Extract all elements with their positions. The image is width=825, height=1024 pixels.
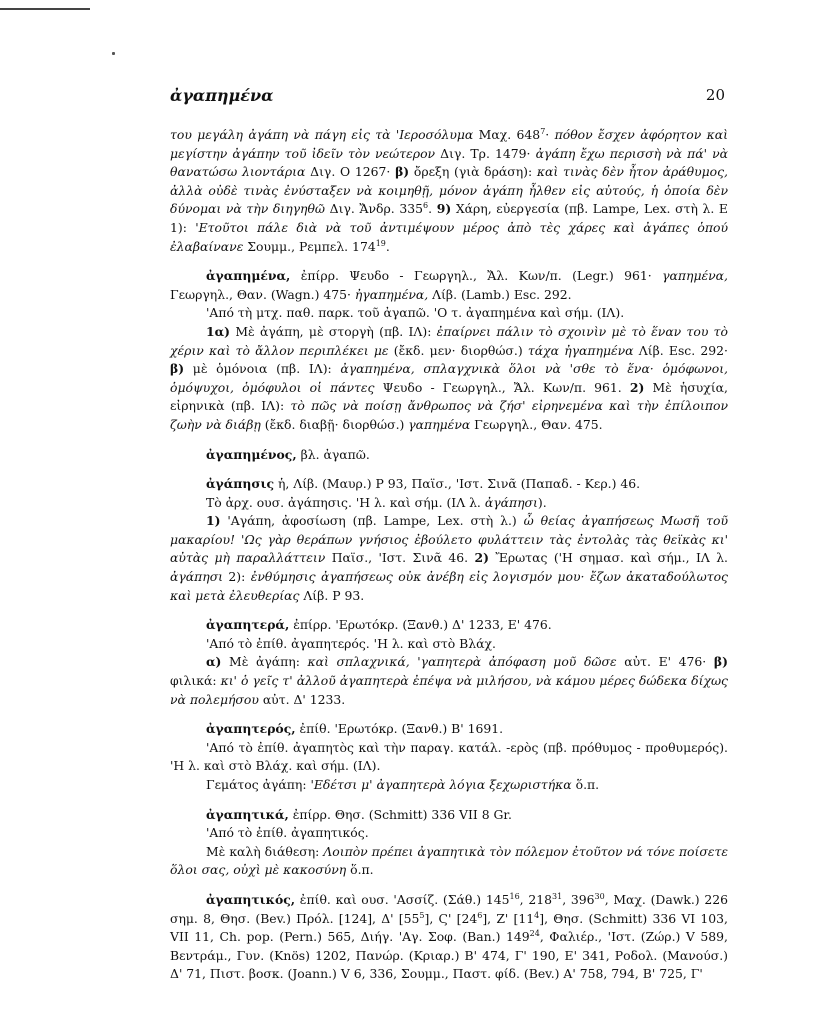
etymology: 'Από τὴ μτχ. παθ. παρκ. τοῦ ἀγαπῶ. 'Ο τ. ἀγαπημένα καὶ σήμ. (ΙΛ). bbox=[206, 305, 625, 321]
quotation: πόθον ἔσχεν ἀφόρητον καὶ μεγίστην ἀγάπην τοῦ ἰδεῖν τὸν νεώτερον bbox=[170, 127, 729, 161]
variant-form: γαπημένα, bbox=[662, 268, 728, 284]
form: ἀγάπησι bbox=[170, 569, 224, 585]
sense-number: 1) bbox=[206, 513, 221, 529]
entry-senses bbox=[170, 323, 728, 435]
entry-agapiteros bbox=[170, 720, 728, 739]
citation: Διγ. Ο 1267· bbox=[305, 164, 396, 180]
quotation: κι' ὁ γεῖς τ' ἀλλοῦ ἀγαπητερὰ ἐπέψα νὰ μιλήσου, νὰ κάμου μέρες δώδεκα δίχως νὰ πολεμήσου bbox=[170, 673, 728, 707]
sources: ἐπίθ. 'Ερωτόκρ. (Ξανθ.) Β' 1691. bbox=[295, 721, 504, 737]
note: (ἔκδ. μεν· διορθώσ.) bbox=[388, 342, 528, 358]
sources: ], Ϛ' [24 bbox=[424, 910, 478, 926]
entry-senses bbox=[170, 776, 728, 795]
citation: Σουμμ., Ρεμπελ. 174 bbox=[243, 238, 376, 254]
superscript: 5 bbox=[419, 910, 425, 920]
quotation: καὶ τινὰς δὲν ἦτον ἀράθυμος, ἀλλὰ οὐδὲ τινὰς ἐνύσταξεν νὰ κοιμηθῇ, μόνον ἀγάπη ἦλθεν εἰς αὐτούς, ἡ ὁποία δὲν δύνομαι νὰ τὴν διηγηθῶ bbox=[170, 164, 728, 217]
sources: Λίβ. (Lamb.) Esc. 292. bbox=[428, 286, 572, 302]
citation: Διγ. Τρ. 1479· bbox=[435, 145, 536, 161]
citation: Μαχ. 648 bbox=[473, 127, 541, 142]
sources: , 396 bbox=[562, 891, 595, 907]
text: 2): bbox=[223, 569, 251, 585]
superscript: 6 bbox=[477, 910, 483, 920]
text: ). bbox=[537, 494, 547, 510]
entry-senses bbox=[170, 653, 728, 709]
citation: Λίβ. P 93. bbox=[299, 587, 365, 603]
entry-agapitikos bbox=[170, 891, 728, 984]
etymology: 'Από τὸ ἐπίθ. ἀγαπητὸς καὶ τὴν παραγ. κατάλ. -ερὸς (πβ. πρόθυμος - προθυμερός). 'Η λ. καὶ στὸ Βλάχ. καὶ σήμ. (ΙΛ). bbox=[170, 739, 728, 774]
sources: , Φαλιέρ., 'Ιστ. (Ζώρ.) V 589, Βεντράμ., Γυν. (Knös) 1202, Πανώρ. (Κριαρ.) Β' 474, Γ' 190, Ε' 341, Ροδολ. (Μανούσ.) Δ' 71, Πιστ. βοσκ. (Joann.) V 6, 336, Σουμμ., Παστ. φίδ. (Bev.) Α' 758, 794, Β' 725, Γ' bbox=[170, 929, 728, 982]
text: Τὸ ἀρχ. ουσ. ἀγάπησις. 'Η λ. καὶ σήμ. (ΙΛ λ. bbox=[206, 494, 485, 510]
variant-form: ἠγαπημένα, bbox=[354, 286, 429, 302]
page-number: 20 bbox=[705, 86, 725, 104]
definition: Ἔρωτας ('Η σημασ. καὶ σήμ., ΙΛ λ. bbox=[488, 550, 728, 566]
entry-agapisis bbox=[170, 475, 728, 494]
note: (ἔκδ. διαβῇ· διορθώσ.) bbox=[260, 416, 409, 432]
superscript: 31 bbox=[552, 891, 563, 901]
headword: ἀγαπητερός, bbox=[206, 721, 296, 737]
quotation: ὦ θείας ἀγαπήσεως Μωσῆ τοῦ μακαρίου! 'Ως γὰρ θεράπων γνήσιος ἐβούλετο φυλάττειν τὰς ἐντολὰς τὰς θεϊκὰς κι' αὐτὰς μὴ παραλλάττειν bbox=[170, 513, 728, 566]
headword: ἀγαπητικά, bbox=[206, 806, 289, 822]
citation: αὐτ. Ε' 476· bbox=[616, 654, 714, 670]
sources: ἐπίθ. καὶ ουσ. 'Ασσίζ. (Σάθ.) 145 bbox=[295, 891, 510, 907]
etymology bbox=[170, 494, 728, 513]
citation: Ψευδο - Γεωργηλ., Ἄλ. Κων/π. 961. bbox=[374, 379, 630, 395]
citation: Γεωργηλ., Θαν. 475. bbox=[470, 416, 603, 432]
definition: Χάρη, εὐεργεσία (πβ. Lampe, Lex. στὴ λ. Ε 1): bbox=[170, 201, 728, 235]
entry-agapimena bbox=[170, 267, 728, 304]
definition: μὲ ὁμόνοια (πβ. ΙΛ): bbox=[184, 361, 341, 377]
quotation: 'Εδέτσι μ' ἀγαπητερὰ λόγια ξεχωριστήκα bbox=[310, 777, 572, 792]
quotation: γαπημένα bbox=[408, 416, 471, 432]
definition: φιλικά: bbox=[170, 673, 221, 689]
entry-senses bbox=[170, 512, 728, 605]
superscript: 4 bbox=[534, 910, 540, 920]
sources: ἐπίρρ. 'Ερωτόκρ. (Ξανθ.) Δ' 1233, Ε' 476. bbox=[289, 617, 552, 633]
superscript: 19 bbox=[375, 238, 386, 248]
sense-number: 9) bbox=[436, 201, 452, 217]
sources: Γεωργηλ., Θαν. (Wagn.) 475· bbox=[170, 286, 355, 302]
citation: ὅ.π. bbox=[346, 862, 374, 878]
quotation: Λοιπὸν πρέπει ἀγαπητικὰ τὸν πόλεμον ἐτοῦτον νά τόνε ποίσετε ὅλοι σας, οὐχὶ μὲ κακοσύνη bbox=[170, 843, 728, 878]
quotation: ἐπαίρνει πάλιν τὸ σχοινὶν μὲ τὸ ἕναν του τὸ χέριν καὶ τὸ ἄλλον περιπλέκει με bbox=[170, 323, 728, 358]
sources: ], Ζ' [11 bbox=[482, 910, 535, 926]
definition: Μὲ ἀγάπη, μὲ στοργὴ (πβ. ΙΛ): bbox=[230, 323, 437, 339]
sources: ἐπίρρ. Θησ. (Schmitt) 336 VII 8 Gr. bbox=[288, 806, 512, 822]
sense-number: β) bbox=[395, 164, 410, 180]
sense-number: β) bbox=[170, 361, 185, 377]
sense-number: 2) bbox=[474, 550, 489, 566]
superscript: 7 bbox=[540, 126, 546, 136]
quotation: του μεγάλη ἀγάπη νὰ πάγη εἰς τὰ 'Ιεροσόλυμα bbox=[170, 127, 474, 142]
sources: ], Θησ. (Schmitt) 336 VI 103, VII 11, Ch. pop. (Pern.) 565, Διήγ. 'Αγ. Σοφ. (Ban.) 149 bbox=[170, 910, 728, 945]
continued-entry-paragraph bbox=[170, 126, 728, 256]
headword: ἀγαπητερά, bbox=[206, 617, 290, 633]
sources: , 218 bbox=[519, 891, 552, 907]
page-header bbox=[170, 86, 725, 112]
sense-number: α) bbox=[206, 654, 222, 670]
headword: ἀγαπημένος, bbox=[206, 446, 297, 462]
quotation: ἀγαπημένα, σπλαγχνικὰ ὅλοι νὰ 'σθε τὸ ἕνα· ὁμόφωνοι, ὁμόψυχοι, ὁμόφυλοι οἱ πάντες bbox=[170, 361, 728, 395]
superscript: 24 bbox=[529, 929, 540, 939]
entry-agapitika bbox=[170, 806, 728, 825]
headword: ἀγάπησις bbox=[206, 476, 275, 492]
scan-edge-line bbox=[0, 8, 90, 10]
running-head: ἀγαπημένα bbox=[170, 86, 274, 105]
scan-speck bbox=[112, 52, 115, 55]
etymology: 'Από τὸ ἐπίθ. ἀγαπητικός. bbox=[206, 825, 369, 841]
sources: ἡ, Λίβ. (Μαυρ.) P 93, Παϊσ., 'Ιστ. Σινᾶ (Παπαδ. - Κερ.) 46. bbox=[274, 476, 641, 492]
sense-number: 2) bbox=[629, 379, 645, 395]
citation: ὅ.π. bbox=[571, 777, 600, 792]
entry-agapitera bbox=[170, 616, 728, 635]
text: . bbox=[428, 201, 437, 217]
text: . bbox=[385, 238, 390, 254]
definition: Μὲ καλὴ διάθεση: bbox=[206, 843, 324, 859]
citation: Λίβ. Esc. 292· bbox=[633, 342, 728, 358]
text: · bbox=[545, 127, 555, 142]
headword: ἀγαπητικός, bbox=[206, 891, 296, 907]
superscript: 30 bbox=[594, 891, 605, 901]
sources: , Μαχ. (Dawk.) 226 σημ. 8, Θησ. (Bev.) Πρόλ. [124], Δ' [55 bbox=[170, 891, 729, 926]
form: ἀγάπησι bbox=[484, 494, 538, 510]
definition: ὄρεξη (γιὰ δράση): bbox=[409, 164, 537, 180]
sense-number: β) bbox=[713, 654, 728, 670]
definition: Μὲ ἀγάπη: bbox=[221, 654, 308, 670]
etymology: 'Από τὸ ἐπίθ. ἀγαπητερός. 'Η λ. καὶ στὸ Βλάχ. bbox=[206, 635, 496, 651]
quotation: ἐνθύμησις ἀγαπήσεως οὐκ ἀνέβη εἰς λογισμόν μου· ἔζων ἀκαταδούλωτος καὶ μετὰ ἐλευθερίας bbox=[170, 569, 728, 603]
quotation: τάχα ἠγαπημένα bbox=[527, 342, 634, 358]
quotation: καὶ σπλαχνικά, 'γαπητερὰ ἀπόφαση μοῦ δῶσε bbox=[307, 654, 617, 670]
superscript: 6 bbox=[423, 201, 429, 211]
citation: αὐτ. Δ' 1233. bbox=[258, 691, 346, 707]
quotation: τὸ πῶς νὰ ποίσῃ ἄνθρωπος νὰ ζήσ' εἰρηνεμένα καὶ τὴν ἐπίλοιπον ζωὴν νὰ διάβῃ bbox=[170, 398, 728, 432]
entry-senses bbox=[170, 843, 728, 880]
superscript: 16 bbox=[509, 891, 520, 901]
citation: Διγ. Ἄνδρ. 335 bbox=[325, 201, 424, 217]
sources: ἐπίρρ. Ψευδο - Γεωργηλ., Ἄλ. Κων/π. (Legr.) 961· bbox=[290, 268, 663, 284]
quotation: 'Ετοῦτοι πάλε διὰ νὰ τοῦ ἀντιμέψουν μέρος ἀπὸ τὲς χάρες καὶ ἀγάπες ὁπού ἐλαβαίνανε bbox=[170, 219, 728, 254]
dictionary-page-body bbox=[170, 126, 728, 984]
headword: ἀγαπημένα, bbox=[206, 268, 291, 284]
definition: 'Αγάπη, ἀφοσίωση (πβ. Lampe, Lex. στὴ λ.) bbox=[220, 513, 524, 529]
definition: Μὲ ἡσυχία, εἰρηνικὰ (πβ. ΙΛ): bbox=[170, 379, 728, 414]
sense-number: 1α) bbox=[206, 323, 231, 339]
citation: Παϊσ., 'Ιστ. Σινᾶ 46. bbox=[325, 550, 475, 566]
cross-reference: βλ. ἀγαπῶ. bbox=[296, 446, 370, 462]
quotation: ἀγάπη ἔχω περισσὴ νὰ πά' νὰ θανατώσω λιοντάρια bbox=[170, 145, 728, 180]
entry-agapimenos bbox=[170, 446, 728, 465]
definition: Γεμάτος ἀγάπη: bbox=[206, 777, 311, 792]
